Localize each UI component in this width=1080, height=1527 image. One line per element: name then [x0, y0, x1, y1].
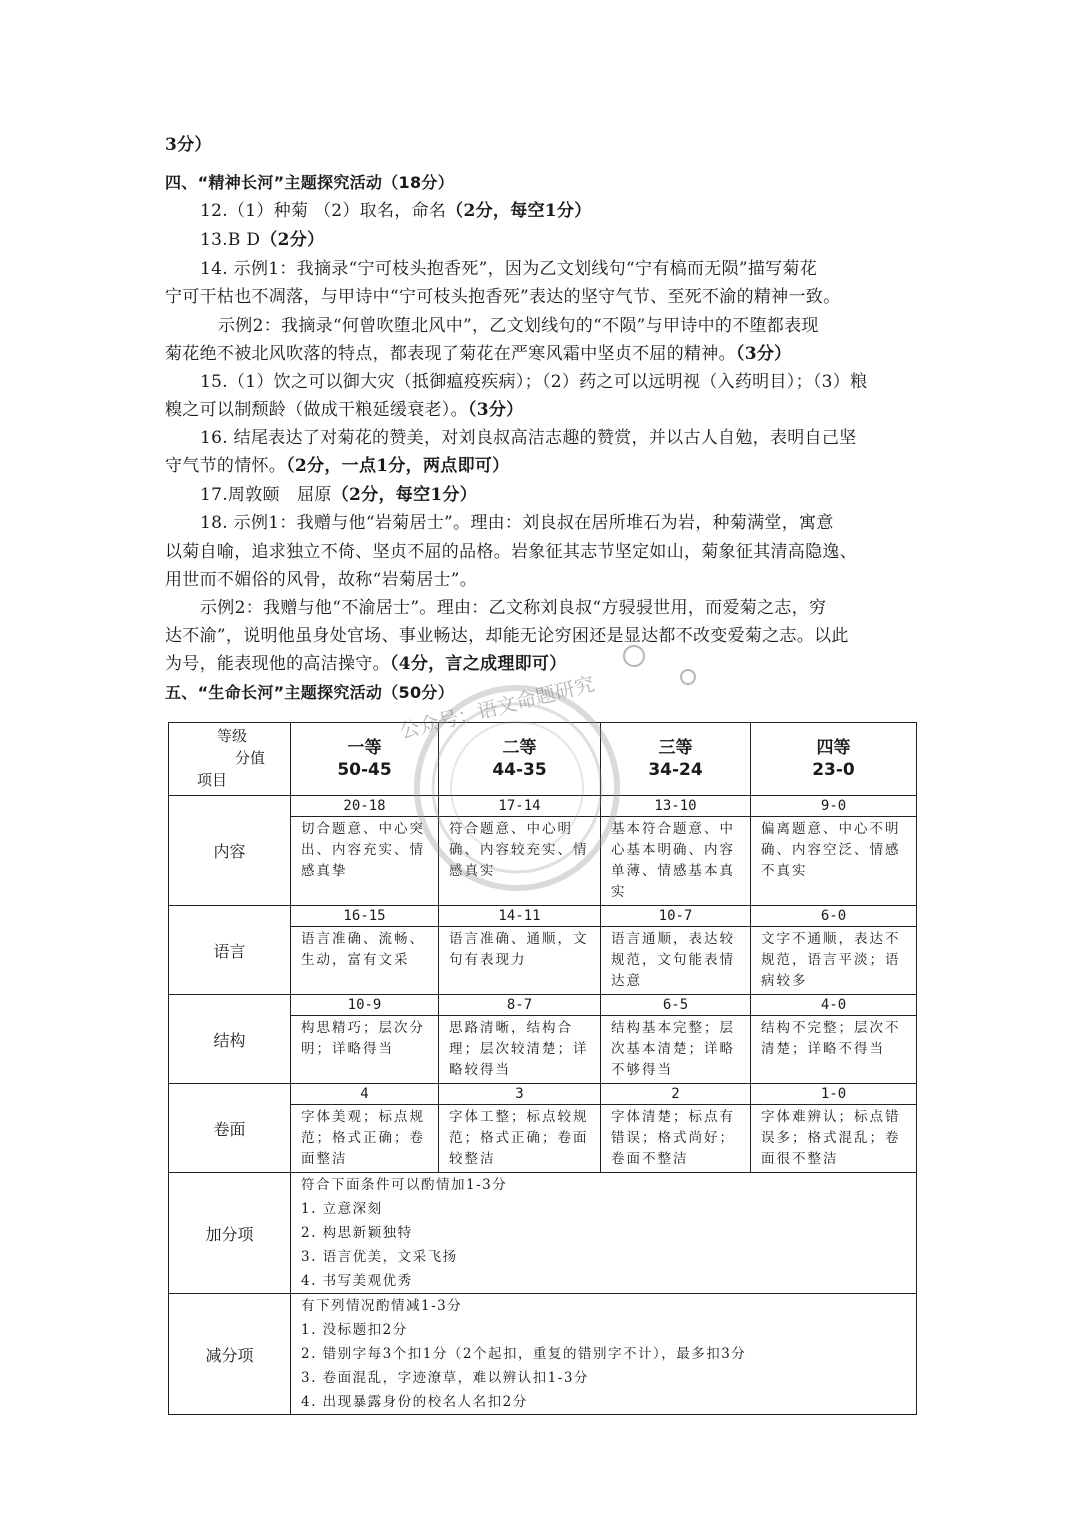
cell-description: 字体美观；标点规范；格式正确；卷面整洁 [301, 1109, 425, 1167]
bonus-line: 3. 语言优美，文采飞扬 [301, 1249, 458, 1265]
penalty-line: 有下列情况酌情减1-3分 [301, 1298, 463, 1314]
table-cell [291, 995, 439, 1084]
table-cell [439, 1084, 601, 1173]
table-cell [601, 906, 751, 995]
answer-14-text: 菊花绝不被北风吹落的特点，都表现了菊花在严寒风霜中坚贞不屈的精神。 [165, 344, 736, 364]
penalty-line: 2. 错别字每3个扣1分（2个起扣，重复的错别字不计），最多扣3分 [301, 1346, 747, 1362]
table-row-penalty [169, 1294, 917, 1415]
answer-15-text: 糗之可以制颓龄（做成干粮延缓衰老）。 [165, 400, 468, 420]
answer-17-score: （2分，每空1分） [331, 485, 478, 505]
table-cell [751, 906, 917, 995]
answer-17-text: 17.周敦颐 屈原 [200, 485, 332, 505]
rank-name: 二等 [502, 738, 537, 758]
cell-description: 切合题意、中心突出、内容充实、情感真挚 [301, 821, 425, 879]
cell-score-range: 16-15 [291, 906, 438, 927]
answer-18-score: （4分，言之成理即可） [389, 654, 567, 674]
cell-description: 构思精巧；层次分明；详略得当 [301, 1020, 425, 1057]
table-cell [601, 995, 751, 1084]
answer-12 [200, 200, 592, 222]
cell-score-range: 10-9 [291, 995, 438, 1016]
cell-description: 偏离题意、中心不明确、内容空泛、情感不真实 [761, 821, 901, 879]
answer-14-line-4 [165, 343, 791, 365]
penalty-line: 3. 卷面混乱，字迹潦草，难以辨认扣1-3分 [301, 1370, 589, 1386]
table-corner-cell [169, 723, 291, 796]
cell-score-range: 2 [601, 1084, 750, 1105]
cell-description: 思路清晰，结构合理；层次较清楚；详略较得当 [449, 1020, 589, 1078]
rank-name: 三等 [658, 738, 693, 758]
bonus-line: 符合下面条件可以酌情加1-3分 [301, 1177, 508, 1193]
answer-13 [200, 229, 324, 251]
rank-range: 50-45 [337, 760, 392, 780]
cell-description: 语言准确、通顺，文句有表现力 [449, 931, 589, 968]
watermark-dots-icon [620, 640, 700, 690]
cell-description: 字体难辨认；标点错误多；格式混乱；卷面很不整洁 [761, 1109, 901, 1167]
cell-score-range: 13-10 [601, 796, 750, 817]
rank-header [751, 723, 917, 796]
answer-14-score: （3分） [735, 344, 792, 364]
watermark-text: 公众号：语文命题研究 [396, 671, 597, 744]
rank-range: 23-0 [812, 760, 855, 780]
rank-range: 44-35 [492, 760, 547, 780]
corner-grade: 等级 [217, 727, 248, 745]
cell-description: 结构不完整；层次不清楚；详略不得当 [761, 1020, 901, 1057]
cell-description: 基本符合题意、中心基本明确、内容单薄、情感基本真实 [611, 821, 735, 900]
table-cell [439, 995, 601, 1084]
rank-name: 一等 [347, 738, 382, 758]
cell-description: 结构基本完整；层次基本清楚；详略不够得当 [611, 1020, 735, 1078]
table-row-language [169, 906, 917, 995]
answer-17 [200, 484, 477, 506]
answer-12-text: 12.（1）种菊 （2）取名，命名 [200, 201, 447, 221]
answer-13-text: 13.B D [200, 230, 261, 250]
answer-14-line-2: 宁可干枯也不凋落，与甲诗中“宁可枝头抱香死”表达的坚守气节、至死不渝的精神一致。 [165, 287, 841, 307]
section-4-heading: 四、“精神长河”主题探究活动（18分） [165, 173, 454, 192]
answer-15-score: （3分） [467, 400, 524, 420]
answer-18-line-2: 以菊自喻，追求独立不倚、坚贞不屈的品格。岩象征其志节坚定如山，菊象征其清高隐逸、 [165, 542, 857, 562]
cell-score-range: 20-18 [291, 796, 438, 817]
corner-score: 分值 [235, 749, 266, 767]
cell-score-range: 17-14 [439, 796, 600, 817]
answer-18-line-5: 达不渝”，说明他虽身处官场、事业畅达，却能无论穷困还是显达都不改变爱菊之志。以此 [165, 626, 849, 646]
row-label: 语言 [169, 906, 291, 995]
cell-description: 符合题意、中心明确、内容较充实、情感真实 [449, 821, 589, 879]
table-cell [751, 796, 917, 906]
continuation-score: 3分） [165, 135, 212, 155]
corner-item: 项目 [197, 771, 228, 789]
table-cell [291, 906, 439, 995]
row-label: 减分项 [169, 1294, 291, 1415]
answer-15-line-2 [165, 399, 523, 421]
penalty-line: 4. 出现暴露身份的校名人名扣2分 [301, 1394, 528, 1410]
cell-score-range: 6-0 [751, 906, 916, 927]
answer-16-score: （2分，一点1分，两点即可） [286, 456, 510, 476]
table-row-structure [169, 995, 917, 1084]
cell-score-range: 1-0 [751, 1084, 916, 1105]
table-row-bonus [169, 1173, 917, 1294]
cell-score-range: 4-0 [751, 995, 916, 1016]
rank-range: 34-24 [648, 760, 703, 780]
bonus-line: 2. 构思新颖独特 [301, 1225, 413, 1241]
table-cell [601, 1084, 751, 1173]
cell-score-range: 3 [439, 1084, 600, 1105]
answer-18-line-1: 18. 示例1：我赠与他“岩菊居士”。理由：刘良叔在居所堆石为岩，种菊满堂，寓意 [200, 513, 834, 533]
cell-score-range: 9-0 [751, 796, 916, 817]
answer-14-line-1: 14. 示例1：我摘录“宁可枝头抱香死”，因为乙文划线句“宁有槁而无陨”描写菊花 [200, 259, 818, 279]
answer-18-text: 为号，能表现他的高洁操守。 [165, 654, 390, 674]
penalty-cell [291, 1294, 917, 1415]
answer-16-line-1: 16. 结尾表达了对菊花的赞美，对刘良叔高洁志趣的赞赏，并以古人自勉，表明自己坚 [200, 428, 857, 448]
table-row-handwriting [169, 1084, 917, 1173]
answer-15-line-1: 15.（1）饮之可以御大灾（抵御瘟疫疾病）；（2）药之可以远明视（入药明目）；（3）粮 [200, 372, 868, 392]
cell-description: 语言通顺，表达较规范，文句能表情达意 [611, 931, 735, 989]
bonus-line: 1. 立意深刻 [301, 1201, 383, 1217]
rank-name: 四等 [816, 738, 851, 758]
answer-18-line-3: 用世而不媚俗的风骨，故称“岩菊居士”。 [165, 570, 478, 590]
answer-14-line-3: 示例2：我摘录“何曾吹堕北风中”，乙文划线句的“不陨”与甲诗中的不堕都表现 [218, 316, 819, 336]
cell-score-range: 10-7 [601, 906, 750, 927]
cell-description: 文字不通顺，表达不规范，语言平淡；语病较多 [761, 931, 901, 989]
cell-description: 字体清楚；标点有错误；格式尚好；卷面不整洁 [611, 1109, 735, 1167]
cell-description: 语言准确、流畅、生动，富有文采 [301, 931, 425, 968]
cell-description: 字体工整；标点较规范；格式正确；卷面较整洁 [449, 1109, 589, 1167]
answer-16-line-2 [165, 455, 509, 477]
answer-18-line-4: 示例2：我赠与他“不渝居士”。理由：乙文称刘良叔“方骎骎世用，而爱菊之志，穷 [200, 598, 827, 618]
row-label: 卷面 [169, 1084, 291, 1173]
table-cell [439, 906, 601, 995]
table-cell [751, 1084, 917, 1173]
row-label: 结构 [169, 995, 291, 1084]
cell-score-range: 6-5 [601, 995, 750, 1016]
cell-score-range: 14-11 [439, 906, 600, 927]
table-cell [751, 995, 917, 1084]
answer-13-score: （2分） [260, 230, 325, 250]
section-5-heading: 五、“生命长河”主题探究活动（50分） [165, 683, 454, 702]
cell-score-range: 4 [291, 1084, 438, 1105]
cell-score-range: 8-7 [439, 995, 600, 1016]
penalty-line: 1. 没标题扣2分 [301, 1322, 408, 1338]
table-cell [291, 1084, 439, 1173]
answer-16-text: 守气节的情怀。 [165, 456, 287, 476]
answer-12-score: （2分，每空1分） [446, 201, 592, 221]
row-label: 内容 [169, 796, 291, 906]
row-label: 加分项 [169, 1173, 291, 1294]
bonus-line: 4. 书写美观优秀 [301, 1273, 413, 1289]
bonus-cell [291, 1173, 917, 1294]
